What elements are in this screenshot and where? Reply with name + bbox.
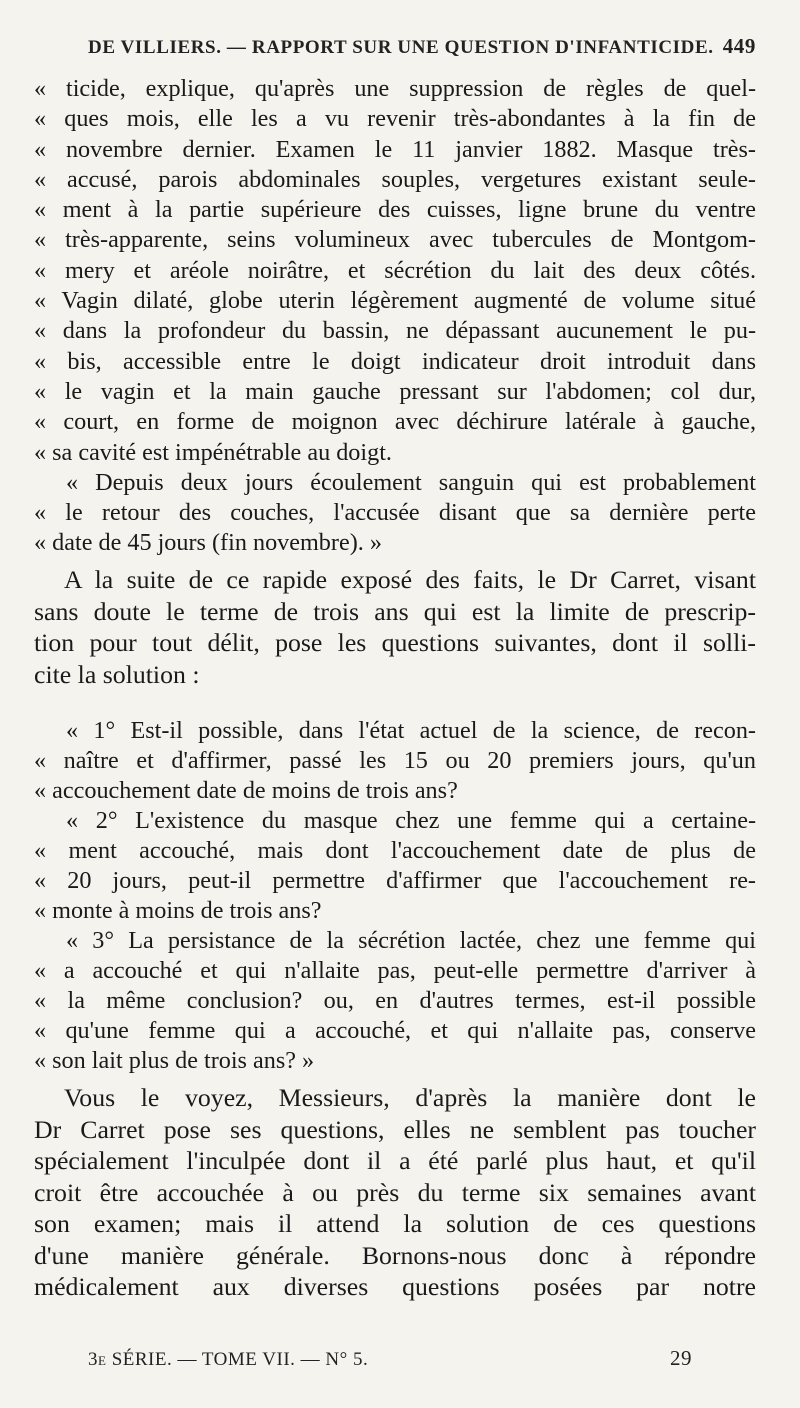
page-number: 449	[722, 34, 756, 58]
text-line: A la suite de ce rapide exposé des faits, le Dr Carret, visant	[64, 565, 756, 594]
text-line: « a accouché et qui n'allaite pas, peut-elle permettre d'arriver à	[34, 957, 756, 984]
running-title: DE VILLIERS. — RAPPORT SUR UNE QUESTION D'INFANTICIDE.	[88, 37, 714, 58]
page-footer	[88, 1346, 692, 1371]
text-line: « le vagin et la main gauche pressant sur l'abdomen; col dur,	[34, 377, 756, 405]
questions-list	[34, 716, 756, 1076]
text-line: « Depuis deux jours écoulement sanguin qui est probablement	[66, 468, 756, 496]
text-line: « accouchement date de moins de trois ans?	[34, 777, 458, 804]
text-line: sans doute le terme de trois ans qui est la limite de prescrip-	[34, 596, 756, 626]
text-line: « monte à moins de trois ans?	[34, 897, 322, 924]
text-line: « qu'une femme qui a accouché, et qui n'allaite pas, conserve	[34, 1017, 756, 1044]
text-line: « naître et d'affirmer, passé les 15 ou 20 premiers jours, qu'un	[34, 747, 756, 774]
quoted-report	[34, 74, 756, 559]
text-line: spécialement l'inculpée dont il a été parlé plus haut, et qu'il	[34, 1146, 756, 1175]
text-line: d'une manière générale. Bornons-nous donc à répondre	[34, 1240, 756, 1270]
text-line: cite la solution :	[34, 659, 200, 689]
text-line: son examen; mais il attend la solution de ces questions	[34, 1209, 756, 1238]
text-line: « dans la profondeur du bassin, ne dépassant aucunement le pu-	[34, 317, 756, 345]
text-line: « son lait plus de trois ans? »	[34, 1047, 315, 1074]
text-line: « date de 45 jours (fin novembre). »	[34, 529, 382, 557]
text-line: « accusé, parois abdominales souples, vergetures existant seule-	[34, 165, 756, 193]
text-line: « mery et aréole noirâtre, et sécrétion du lait des deux côtés.	[34, 256, 756, 284]
text-line: « court, en forme de moignon avec déchirure latérale à gauche,	[34, 408, 756, 436]
text-line: « sa cavité est impénétrable au doigt.	[34, 438, 392, 466]
text-line: médicalement aux diverses questions posées par notre	[34, 1272, 756, 1301]
body-paragraph-1	[34, 564, 756, 690]
text-line: « ticide, explique, qu'après une suppression de règles de quel-	[34, 75, 756, 102]
text-line: « 3° La persistance de la sécrétion lactée, chez une femme qui	[66, 927, 756, 954]
series-info: 3e SÉRIE. — TOME VII. — N° 5.	[88, 1349, 369, 1370]
text-line: « novembre dernier. Examen le 11 janvier 1882. Masque très-	[34, 135, 756, 163]
text-line: « la même conclusion? ou, en d'autres termes, est-il possible	[34, 987, 756, 1014]
body-paragraph-2	[34, 1082, 756, 1303]
text-line: « bis, accessible entre le doigt indicateur droit introduit dans	[34, 347, 756, 375]
text-line: « le retour des couches, l'accusée disant que sa dernière perte	[34, 499, 756, 527]
text-line: « Vagin dilaté, globe uterin légèrement augmenté de volume situé	[34, 287, 756, 315]
text-line: « très-apparente, seins volumineux avec tubercules de Montgom-	[34, 226, 756, 254]
text-line: « 2° L'existence du masque chez une femme qui a certaine-	[66, 807, 756, 834]
text-line: « ques mois, elle les a vu revenir très-abondantes à la fin de	[34, 105, 756, 133]
running-header	[88, 34, 756, 59]
text-line: « ment accouché, mais dont l'accouchement date de plus de	[34, 837, 756, 864]
text-line: tion pour tout délit, pose les questions suivantes, dont il solli-	[34, 628, 756, 657]
text-line: « ment à la partie supérieure des cuisses, ligne brune du ventre	[34, 196, 756, 224]
text-line: Vous le voyez, Messieurs, d'après la manière dont le	[64, 1083, 756, 1112]
text-line: croit être accouchée à ou près du terme six semaines avant	[34, 1177, 756, 1207]
text-line: « 1° Est-il possible, dans l'état actuel de la science, de recon-	[66, 717, 756, 744]
text-line: Dr Carret pose ses questions, elles ne semblent pas toucher	[34, 1114, 756, 1144]
footer-page-number: 29	[670, 1346, 692, 1370]
text-line: « 20 jours, peut-il permettre d'affirmer que l'accouchement re-	[34, 867, 756, 894]
